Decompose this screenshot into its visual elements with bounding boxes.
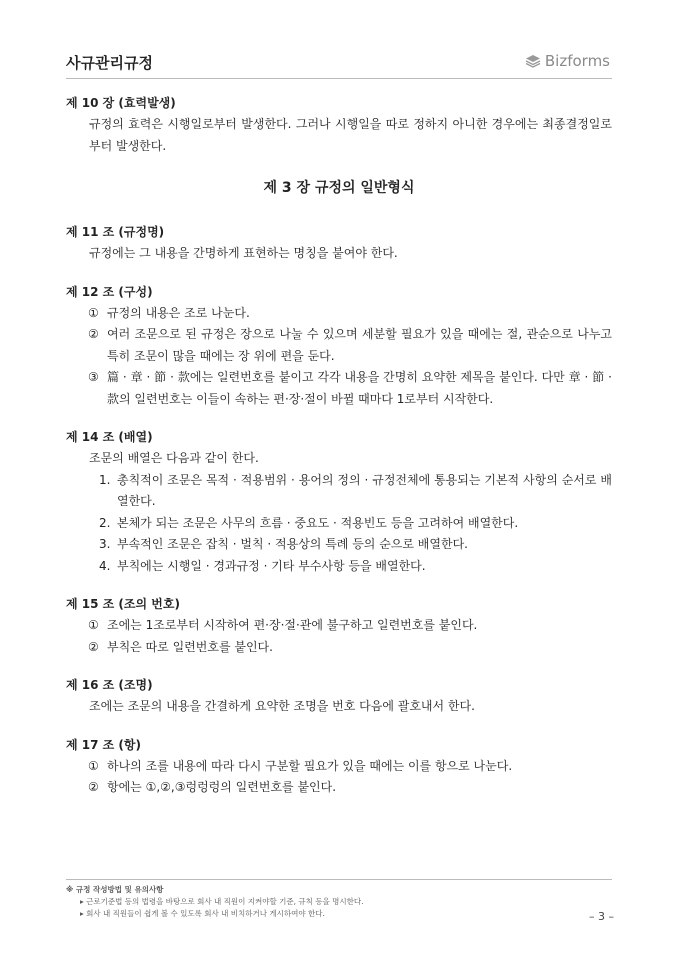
footer-heading: ※ 규정 작성방법 및 유의사항 [66,885,164,894]
item-number: 2. [99,515,111,530]
item-number: 4. [99,558,111,573]
clause-list [66,615,612,658]
clause-mark: ① [88,305,99,320]
article-12 [66,281,612,411]
numbered-list [66,470,612,578]
list-item [66,556,612,578]
clause-mark: ③ [88,370,99,384]
list-item [66,324,612,367]
item-text: 본체가 되는 조문은 사무의 흐름 · 중요도 · 적용빈도 등을 고려하여 배열한다. [117,515,519,530]
clause-text: 조에는 1조로부터 시작하여 편·장·절·관에 불구하고 일련번호를 붙인다. [107,618,478,632]
document-body [66,92,612,815]
footer-note: ▸ 회사 내 직원들이 쉽게 볼 수 있도록 회사 내 비치하거나 게시하여야 한다. [80,909,325,918]
clause-mark: ① [88,758,99,773]
article-15 [66,593,612,658]
item-text: 부속적인 조문은 잡칙 · 벌칙 · 적용상의 특례 등의 순으로 배열한다. [117,537,468,551]
list-item [66,513,612,535]
clause-text: 여러 조문으로 된 규정은 장으로 나눌 수 있으며 세분할 필요가 있을 때에는 절, 관순으로 나누고 특히 조문이 많을 때에는 장 위에 편을 둔다. [107,327,612,363]
page-number: – 3 – [589,910,614,923]
article-title: 제 15 조 (조의 번호) [66,597,180,611]
clause-text: 부칙은 따로 일련번호를 붙인다. [107,639,273,654]
article-text: 조에는 조문의 내용을 간결하게 요약한 조명을 번호 다음에 괄호내서 한다. [89,699,475,713]
layers-icon [525,54,541,68]
footer-notes [66,884,612,920]
clause-mark: ① [88,618,99,632]
footer-divider [66,879,612,880]
list-item [66,534,612,556]
item-number: 3. [99,537,111,551]
item-text: 부칙에는 시행일 · 경과규정 · 기타 부수사항 등을 배열한다. [117,558,426,573]
footer-note: ▸ 근로기준법 등의 법령을 바탕으로 회사 내 직원이 지켜야할 기준, 규칙 등을 명시한다. [80,897,364,906]
article-title: 제 14 조 (배열) [66,430,153,444]
clause-mark: ② [88,327,99,341]
list-item [66,303,612,325]
article-title: 제 11 조 (규정명) [66,225,165,239]
list-item [66,756,612,778]
article-title: 제 10 장 (효력발생) [66,96,176,110]
article-16 [66,674,612,718]
clause-mark: ② [88,639,99,654]
clause-text: 항에는 ①,②,③렁렁렁의 일련번호를 붙인다. [107,780,337,794]
article-text: 규정에는 그 내용을 간명하게 표현하는 명칭을 붙여야 한다. [89,246,398,260]
list-item [66,637,612,659]
clause-list [66,303,612,411]
article-title: 제 17 조 (항) [66,737,141,752]
article-17 [66,734,612,799]
article-11 [66,221,612,265]
list-item [66,777,612,799]
document-title: 사규관리규정 [66,54,153,72]
chapter-heading: 제 3 장 규정의 일반형식 [263,180,415,196]
clause-mark: ② [88,780,99,794]
page-header [66,52,612,78]
item-number: 1. [99,472,111,487]
list-item [66,470,612,513]
article-intro: 조문의 배열은 다음과 같이 한다. [89,451,259,465]
list-item [66,615,612,637]
clause-list [66,756,612,799]
clause-text: 규정의 내용은 조로 나눈다. [107,305,250,320]
article-title: 제 12 조 (구성) [66,284,153,299]
clause-text: 하나의 조를 내용에 따라 다시 구분할 필요가 있을 때에는 이를 항으로 나눈다. [107,758,513,773]
article-10 [66,92,612,157]
brand-logo [525,52,610,70]
header-divider [66,78,612,79]
list-item [66,367,612,410]
article-14 [66,426,612,577]
brand-name: Bizforms [544,52,610,70]
clause-text: 篇 · 章 · 節 · 款에는 일련번호를 붙이고 각각 내용을 간명히 요약한 제목을 붙인다. 다만 章 · 節 · 款의 일련번호는 이들이 속하는 편·장·절이 바뀔 때마다 1로부터 시작한다. [107,370,612,406]
article-text: 규정의 효력은 시행일로부터 발생한다. 그러나 시행일을 따로 정하지 아니한 경우에는 최종결정일로부터 발생한다. [89,117,612,153]
item-text: 총칙적이 조문은 목적 · 적용범위 · 용어의 정의 · 규정전체에 통용되는 기본적 사항의 순서로 배열한다. [117,472,612,508]
article-title: 제 16 조 (조명) [66,678,153,692]
